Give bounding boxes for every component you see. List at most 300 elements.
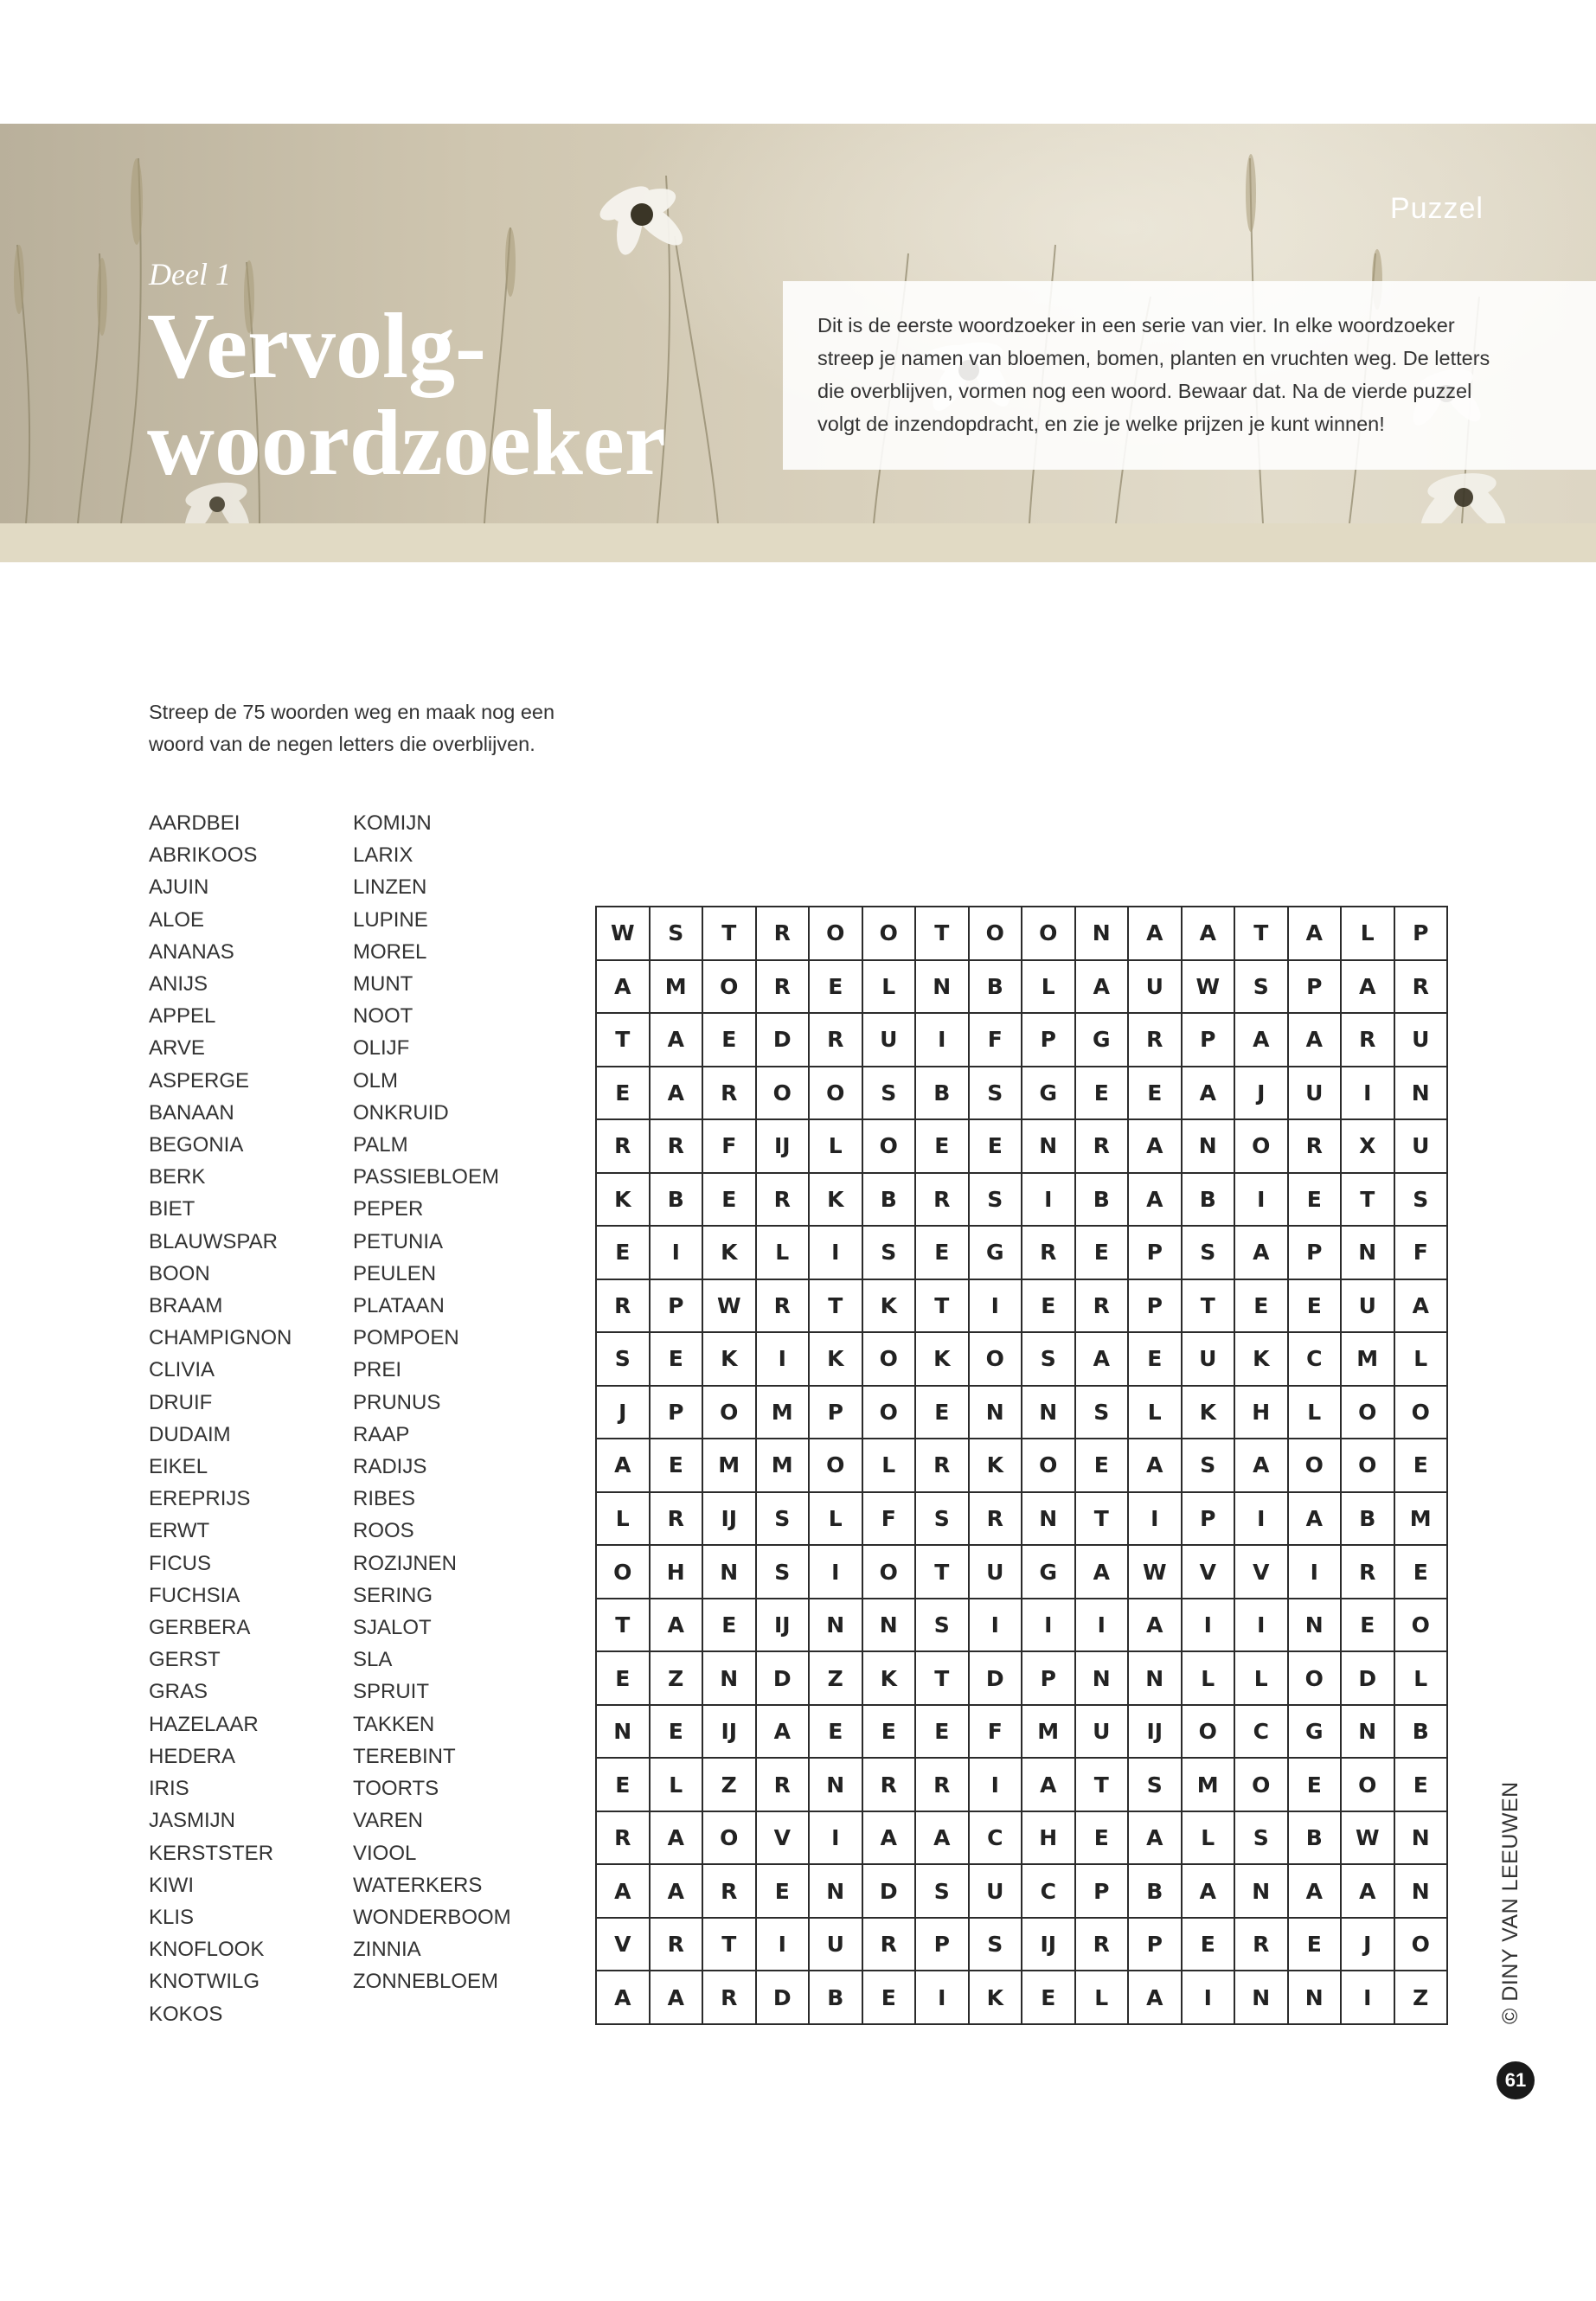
grid-cell[interactable]: L <box>1395 1652 1449 1706</box>
grid-cell[interactable]: E <box>703 1174 757 1227</box>
grid-cell[interactable]: N <box>597 1706 651 1759</box>
grid-cell[interactable]: R <box>651 1919 704 1972</box>
grid-cell[interactable]: L <box>810 1120 863 1174</box>
grid-cell[interactable]: L <box>1235 1652 1289 1706</box>
grid-cell[interactable]: A <box>651 1014 704 1067</box>
grid-cell[interactable]: B <box>1395 1706 1449 1759</box>
grid-cell[interactable]: IJ <box>1022 1919 1076 1972</box>
grid-cell[interactable]: O <box>1183 1706 1236 1759</box>
grid-cell[interactable]: O <box>863 1120 917 1174</box>
grid-cell[interactable]: A <box>597 961 651 1015</box>
grid-cell[interactable]: E <box>863 1706 917 1759</box>
grid-cell[interactable]: N <box>1395 1812 1449 1866</box>
grid-cell[interactable]: C <box>970 1812 1023 1866</box>
grid-cell[interactable]: D <box>757 1652 811 1706</box>
grid-cell[interactable]: IJ <box>757 1599 811 1653</box>
grid-cell[interactable]: A <box>651 1865 704 1919</box>
grid-cell[interactable]: I <box>970 1280 1023 1334</box>
grid-cell[interactable]: A <box>1235 1014 1289 1067</box>
grid-cell[interactable]: E <box>1235 1280 1289 1334</box>
grid-cell[interactable]: B <box>1076 1174 1130 1227</box>
grid-cell[interactable]: L <box>863 961 917 1015</box>
grid-cell[interactable]: K <box>863 1652 917 1706</box>
grid-cell[interactable]: N <box>703 1546 757 1599</box>
grid-cell[interactable]: U <box>1395 1120 1449 1174</box>
grid-cell[interactable]: S <box>1183 1439 1236 1493</box>
grid-cell[interactable]: U <box>1342 1280 1395 1334</box>
grid-cell[interactable]: J <box>1342 1919 1395 1972</box>
grid-cell[interactable]: M <box>757 1439 811 1493</box>
grid-cell[interactable]: N <box>1022 1387 1076 1440</box>
grid-cell[interactable]: P <box>1289 1227 1343 1280</box>
grid-cell[interactable]: U <box>970 1865 1023 1919</box>
grid-cell[interactable]: E <box>1022 1971 1076 2025</box>
grid-cell[interactable]: G <box>1076 1014 1130 1067</box>
grid-cell[interactable]: W <box>1183 961 1236 1015</box>
grid-cell[interactable]: E <box>1129 1067 1183 1121</box>
grid-cell[interactable]: T <box>1076 1759 1130 1812</box>
grid-cell[interactable]: I <box>1235 1493 1289 1547</box>
grid-cell[interactable]: M <box>1395 1493 1449 1547</box>
grid-cell[interactable]: P <box>1129 1919 1183 1972</box>
grid-cell[interactable]: I <box>651 1227 704 1280</box>
grid-cell[interactable]: I <box>1289 1546 1343 1599</box>
grid-cell[interactable]: E <box>597 1759 651 1812</box>
grid-cell[interactable]: A <box>651 1971 704 2025</box>
grid-cell[interactable]: W <box>1342 1812 1395 1866</box>
grid-cell[interactable]: L <box>863 1439 917 1493</box>
grid-cell[interactable]: W <box>597 907 651 961</box>
grid-cell[interactable]: N <box>1183 1120 1236 1174</box>
grid-cell[interactable]: R <box>757 1174 811 1227</box>
grid-cell[interactable]: N <box>1022 1120 1076 1174</box>
grid-cell[interactable]: F <box>1395 1227 1449 1280</box>
grid-cell[interactable]: N <box>916 961 970 1015</box>
grid-cell[interactable]: A <box>1022 1759 1076 1812</box>
grid-cell[interactable]: IJ <box>703 1706 757 1759</box>
grid-cell[interactable]: I <box>810 1812 863 1866</box>
grid-cell[interactable]: L <box>1129 1387 1183 1440</box>
grid-cell[interactable]: O <box>1235 1759 1289 1812</box>
grid-cell[interactable]: E <box>597 1227 651 1280</box>
grid-cell[interactable]: A <box>597 1865 651 1919</box>
grid-cell[interactable]: M <box>1183 1759 1236 1812</box>
grid-cell[interactable]: R <box>703 1971 757 2025</box>
grid-cell[interactable]: E <box>1183 1919 1236 1972</box>
grid-cell[interactable]: D <box>970 1652 1023 1706</box>
grid-cell[interactable]: S <box>916 1599 970 1653</box>
grid-cell[interactable]: P <box>651 1280 704 1334</box>
grid-cell[interactable]: N <box>1129 1652 1183 1706</box>
grid-cell[interactable]: E <box>1289 1759 1343 1812</box>
grid-cell[interactable]: I <box>1183 1971 1236 2025</box>
grid-cell[interactable]: S <box>757 1546 811 1599</box>
grid-cell[interactable]: D <box>863 1865 917 1919</box>
grid-cell[interactable]: S <box>651 907 704 961</box>
grid-cell[interactable]: IJ <box>757 1120 811 1174</box>
grid-cell[interactable]: R <box>757 907 811 961</box>
grid-cell[interactable]: A <box>651 1599 704 1653</box>
grid-cell[interactable]: V <box>597 1919 651 1972</box>
grid-cell[interactable]: D <box>1342 1652 1395 1706</box>
grid-cell[interactable]: F <box>970 1014 1023 1067</box>
grid-cell[interactable]: E <box>1076 1067 1130 1121</box>
grid-cell[interactable]: Z <box>1395 1971 1449 2025</box>
grid-cell[interactable]: R <box>1076 1280 1130 1334</box>
grid-cell[interactable]: T <box>1183 1280 1236 1334</box>
grid-cell[interactable]: S <box>863 1227 917 1280</box>
grid-cell[interactable]: T <box>1235 907 1289 961</box>
grid-cell[interactable]: T <box>916 1280 970 1334</box>
grid-cell[interactable]: P <box>651 1387 704 1440</box>
grid-cell[interactable]: F <box>970 1706 1023 1759</box>
grid-cell[interactable]: D <box>757 1971 811 2025</box>
grid-cell[interactable]: O <box>1022 1439 1076 1493</box>
grid-cell[interactable]: S <box>916 1865 970 1919</box>
grid-cell[interactable]: G <box>1289 1706 1343 1759</box>
grid-cell[interactable]: E <box>1022 1280 1076 1334</box>
grid-cell[interactable]: B <box>1342 1493 1395 1547</box>
grid-cell[interactable]: K <box>597 1174 651 1227</box>
grid-cell[interactable]: M <box>651 961 704 1015</box>
grid-cell[interactable]: O <box>863 1333 917 1387</box>
grid-cell[interactable]: H <box>1022 1812 1076 1866</box>
grid-cell[interactable]: T <box>916 1652 970 1706</box>
grid-cell[interactable]: B <box>1183 1174 1236 1227</box>
grid-cell[interactable]: P <box>810 1387 863 1440</box>
grid-cell[interactable]: I <box>810 1546 863 1599</box>
grid-cell[interactable]: B <box>863 1174 917 1227</box>
grid-cell[interactable]: P <box>916 1919 970 1972</box>
grid-cell[interactable]: N <box>1076 1652 1130 1706</box>
grid-cell[interactable]: A <box>651 1812 704 1866</box>
grid-cell[interactable]: F <box>703 1120 757 1174</box>
grid-cell[interactable]: E <box>1076 1439 1130 1493</box>
grid-cell[interactable]: N <box>1395 1865 1449 1919</box>
grid-cell[interactable]: S <box>970 1919 1023 1972</box>
grid-cell[interactable]: I <box>757 1919 811 1972</box>
grid-cell[interactable]: U <box>1129 961 1183 1015</box>
grid-cell[interactable]: T <box>703 907 757 961</box>
grid-cell[interactable]: O <box>1395 1599 1449 1653</box>
grid-cell[interactable]: A <box>1342 961 1395 1015</box>
grid-cell[interactable]: E <box>651 1706 704 1759</box>
grid-cell[interactable]: Z <box>810 1652 863 1706</box>
grid-cell[interactable]: E <box>1289 1919 1343 1972</box>
grid-cell[interactable]: S <box>1076 1387 1130 1440</box>
grid-cell[interactable]: R <box>1289 1120 1343 1174</box>
grid-cell[interactable]: R <box>863 1759 917 1812</box>
grid-cell[interactable]: H <box>651 1546 704 1599</box>
grid-cell[interactable]: K <box>970 1439 1023 1493</box>
grid-cell[interactable]: N <box>810 1865 863 1919</box>
grid-cell[interactable]: O <box>1235 1120 1289 1174</box>
grid-cell[interactable]: N <box>863 1599 917 1653</box>
grid-cell[interactable]: U <box>1395 1014 1449 1067</box>
grid-cell[interactable]: E <box>970 1120 1023 1174</box>
grid-cell[interactable]: R <box>651 1493 704 1547</box>
grid-cell[interactable]: W <box>703 1280 757 1334</box>
grid-cell[interactable]: E <box>863 1971 917 2025</box>
grid-cell[interactable]: I <box>1183 1599 1236 1653</box>
grid-cell[interactable]: A <box>1076 961 1130 1015</box>
grid-cell[interactable]: T <box>916 1546 970 1599</box>
grid-cell[interactable]: A <box>597 1971 651 2025</box>
grid-cell[interactable]: N <box>1342 1706 1395 1759</box>
grid-cell[interactable]: E <box>916 1227 970 1280</box>
grid-cell[interactable]: P <box>1289 961 1343 1015</box>
grid-cell[interactable]: O <box>1395 1387 1449 1440</box>
grid-cell[interactable]: N <box>1235 1865 1289 1919</box>
grid-cell[interactable]: O <box>703 1812 757 1866</box>
grid-cell[interactable]: I <box>916 1971 970 2025</box>
grid-cell[interactable]: P <box>1183 1493 1236 1547</box>
grid-cell[interactable]: A <box>1235 1227 1289 1280</box>
grid-cell[interactable]: E <box>1342 1599 1395 1653</box>
grid-cell[interactable]: E <box>597 1652 651 1706</box>
grid-cell[interactable]: C <box>1289 1333 1343 1387</box>
grid-cell[interactable]: B <box>1289 1812 1343 1866</box>
grid-cell[interactable]: A <box>1076 1546 1130 1599</box>
grid-cell[interactable]: A <box>1183 1067 1236 1121</box>
grid-cell[interactable]: N <box>1076 907 1130 961</box>
grid-cell[interactable]: E <box>916 1387 970 1440</box>
grid-cell[interactable]: E <box>757 1865 811 1919</box>
grid-cell[interactable]: A <box>1183 1865 1236 1919</box>
grid-cell[interactable]: S <box>970 1067 1023 1121</box>
grid-cell[interactable]: S <box>757 1493 811 1547</box>
grid-cell[interactable]: B <box>651 1174 704 1227</box>
grid-cell[interactable]: O <box>863 907 917 961</box>
grid-cell[interactable]: S <box>1022 1333 1076 1387</box>
grid-cell[interactable]: R <box>597 1280 651 1334</box>
grid-cell[interactable]: O <box>810 1439 863 1493</box>
grid-cell[interactable]: R <box>1395 961 1449 1015</box>
grid-cell[interactable]: R <box>651 1120 704 1174</box>
grid-cell[interactable]: O <box>1342 1387 1395 1440</box>
grid-cell[interactable]: A <box>1342 1865 1395 1919</box>
grid-cell[interactable]: R <box>970 1493 1023 1547</box>
grid-cell[interactable]: B <box>970 961 1023 1015</box>
grid-cell[interactable]: N <box>1022 1493 1076 1547</box>
grid-cell[interactable]: V <box>1183 1546 1236 1599</box>
grid-cell[interactable]: L <box>1183 1812 1236 1866</box>
grid-cell[interactable]: S <box>916 1493 970 1547</box>
grid-cell[interactable]: E <box>1076 1812 1130 1866</box>
grid-cell[interactable]: R <box>1342 1546 1395 1599</box>
grid-cell[interactable]: U <box>810 1919 863 1972</box>
grid-cell[interactable]: E <box>1289 1174 1343 1227</box>
grid-cell[interactable]: L <box>810 1493 863 1547</box>
grid-cell[interactable]: P <box>1022 1652 1076 1706</box>
grid-cell[interactable]: I <box>1235 1599 1289 1653</box>
grid-cell[interactable]: E <box>597 1067 651 1121</box>
grid-cell[interactable]: O <box>1022 907 1076 961</box>
grid-cell[interactable]: G <box>1022 1067 1076 1121</box>
grid-cell[interactable]: S <box>1235 1812 1289 1866</box>
grid-cell[interactable]: R <box>757 1759 811 1812</box>
grid-cell[interactable]: P <box>1076 1865 1130 1919</box>
grid-cell[interactable]: E <box>1395 1759 1449 1812</box>
grid-cell[interactable]: H <box>1235 1387 1289 1440</box>
grid-cell[interactable]: R <box>1342 1014 1395 1067</box>
grid-cell[interactable]: E <box>916 1706 970 1759</box>
grid-cell[interactable]: L <box>1076 1971 1130 2025</box>
grid-cell[interactable]: O <box>597 1546 651 1599</box>
grid-cell[interactable]: K <box>810 1333 863 1387</box>
grid-cell[interactable]: R <box>916 1759 970 1812</box>
grid-cell[interactable]: K <box>1183 1387 1236 1440</box>
grid-cell[interactable]: IJ <box>703 1493 757 1547</box>
grid-cell[interactable]: E <box>916 1120 970 1174</box>
grid-cell[interactable]: N <box>970 1387 1023 1440</box>
grid-cell[interactable]: T <box>597 1014 651 1067</box>
grid-cell[interactable]: U <box>1289 1067 1343 1121</box>
grid-cell[interactable]: W <box>1129 1546 1183 1599</box>
grid-cell[interactable]: U <box>863 1014 917 1067</box>
grid-cell[interactable]: E <box>703 1014 757 1067</box>
grid-cell[interactable]: E <box>810 1706 863 1759</box>
grid-cell[interactable]: T <box>916 907 970 961</box>
grid-cell[interactable]: L <box>597 1493 651 1547</box>
grid-cell[interactable]: R <box>1129 1014 1183 1067</box>
grid-cell[interactable]: R <box>916 1174 970 1227</box>
grid-cell[interactable]: J <box>597 1387 651 1440</box>
grid-cell[interactable]: X <box>1342 1120 1395 1174</box>
grid-cell[interactable]: G <box>1022 1546 1076 1599</box>
grid-cell[interactable]: F <box>863 1493 917 1547</box>
grid-cell[interactable]: O <box>1395 1919 1449 1972</box>
grid-cell[interactable]: N <box>1395 1067 1449 1121</box>
grid-cell[interactable]: N <box>810 1759 863 1812</box>
grid-cell[interactable]: A <box>1129 1599 1183 1653</box>
grid-cell[interactable]: R <box>1235 1919 1289 1972</box>
grid-cell[interactable]: P <box>1183 1014 1236 1067</box>
grid-cell[interactable]: A <box>863 1812 917 1866</box>
grid-cell[interactable]: R <box>757 961 811 1015</box>
grid-cell[interactable]: A <box>1129 1120 1183 1174</box>
grid-cell[interactable]: I <box>1022 1174 1076 1227</box>
grid-cell[interactable]: O <box>1342 1759 1395 1812</box>
grid-cell[interactable]: O <box>863 1387 917 1440</box>
grid-cell[interactable]: B <box>810 1971 863 2025</box>
grid-cell[interactable]: T <box>1342 1174 1395 1227</box>
grid-cell[interactable]: E <box>1395 1439 1449 1493</box>
grid-cell[interactable]: K <box>703 1333 757 1387</box>
grid-cell[interactable]: J <box>1235 1067 1289 1121</box>
grid-cell[interactable]: O <box>703 961 757 1015</box>
grid-cell[interactable]: A <box>1395 1280 1449 1334</box>
grid-cell[interactable]: O <box>1289 1652 1343 1706</box>
grid-cell[interactable]: I <box>757 1333 811 1387</box>
grid-cell[interactable]: O <box>1342 1439 1395 1493</box>
grid-cell[interactable]: A <box>1289 1493 1343 1547</box>
grid-cell[interactable]: O <box>703 1387 757 1440</box>
grid-cell[interactable]: N <box>1342 1227 1395 1280</box>
grid-cell[interactable]: R <box>597 1812 651 1866</box>
grid-cell[interactable]: O <box>970 1333 1023 1387</box>
grid-cell[interactable]: M <box>1022 1706 1076 1759</box>
grid-cell[interactable]: L <box>1289 1387 1343 1440</box>
grid-cell[interactable]: O <box>810 907 863 961</box>
grid-cell[interactable]: I <box>1022 1599 1076 1653</box>
grid-cell[interactable]: A <box>1129 1812 1183 1866</box>
grid-cell[interactable]: C <box>1022 1865 1076 1919</box>
grid-cell[interactable]: O <box>970 907 1023 961</box>
grid-cell[interactable]: L <box>1022 961 1076 1015</box>
grid-cell[interactable]: T <box>1076 1493 1130 1547</box>
grid-cell[interactable]: O <box>1289 1439 1343 1493</box>
grid-cell[interactable]: I <box>970 1599 1023 1653</box>
grid-cell[interactable]: O <box>757 1067 811 1121</box>
grid-cell[interactable]: A <box>1289 907 1343 961</box>
grid-cell[interactable]: U <box>1076 1706 1130 1759</box>
grid-cell[interactable]: S <box>1183 1227 1236 1280</box>
grid-cell[interactable]: I <box>1342 1067 1395 1121</box>
grid-cell[interactable]: A <box>757 1706 811 1759</box>
grid-cell[interactable]: N <box>703 1652 757 1706</box>
grid-cell[interactable]: M <box>703 1439 757 1493</box>
grid-cell[interactable]: A <box>1129 1439 1183 1493</box>
grid-cell[interactable]: A <box>1076 1333 1130 1387</box>
grid-cell[interactable]: G <box>970 1227 1023 1280</box>
grid-cell[interactable]: E <box>1129 1333 1183 1387</box>
grid-cell[interactable]: P <box>1395 907 1449 961</box>
grid-cell[interactable]: A <box>651 1067 704 1121</box>
grid-cell[interactable]: E <box>703 1599 757 1653</box>
grid-cell[interactable]: R <box>1076 1919 1130 1972</box>
grid-cell[interactable]: T <box>597 1599 651 1653</box>
grid-cell[interactable]: B <box>1129 1865 1183 1919</box>
grid-cell[interactable]: B <box>916 1067 970 1121</box>
grid-cell[interactable]: A <box>597 1439 651 1493</box>
grid-cell[interactable]: N <box>1289 1971 1343 2025</box>
grid-cell[interactable]: K <box>970 1971 1023 2025</box>
grid-cell[interactable]: N <box>1289 1599 1343 1653</box>
grid-cell[interactable]: P <box>1022 1014 1076 1067</box>
grid-cell[interactable]: M <box>757 1387 811 1440</box>
grid-cell[interactable]: D <box>757 1014 811 1067</box>
grid-cell[interactable]: R <box>1076 1120 1130 1174</box>
grid-cell[interactable]: E <box>1076 1227 1130 1280</box>
grid-cell[interactable]: U <box>1183 1333 1236 1387</box>
grid-cell[interactable]: I <box>810 1227 863 1280</box>
grid-cell[interactable]: K <box>1235 1333 1289 1387</box>
grid-cell[interactable]: E <box>651 1333 704 1387</box>
grid-cell[interactable]: R <box>703 1865 757 1919</box>
grid-cell[interactable]: A <box>916 1812 970 1866</box>
grid-cell[interactable]: R <box>863 1919 917 1972</box>
grid-cell[interactable]: L <box>1183 1652 1236 1706</box>
grid-cell[interactable]: Z <box>703 1759 757 1812</box>
grid-cell[interactable]: C <box>1235 1706 1289 1759</box>
grid-cell[interactable]: L <box>1342 907 1395 961</box>
grid-cell[interactable]: T <box>703 1919 757 1972</box>
grid-cell[interactable]: S <box>1395 1174 1449 1227</box>
grid-cell[interactable]: V <box>757 1812 811 1866</box>
grid-cell[interactable]: L <box>757 1227 811 1280</box>
grid-cell[interactable]: L <box>1395 1333 1449 1387</box>
grid-cell[interactable]: S <box>1129 1759 1183 1812</box>
grid-cell[interactable]: R <box>810 1014 863 1067</box>
grid-cell[interactable]: V <box>1235 1546 1289 1599</box>
grid-cell[interactable]: A <box>1235 1439 1289 1493</box>
grid-cell[interactable]: S <box>970 1174 1023 1227</box>
grid-cell[interactable]: E <box>810 961 863 1015</box>
grid-cell[interactable]: P <box>1129 1280 1183 1334</box>
grid-cell[interactable]: R <box>916 1439 970 1493</box>
grid-cell[interactable]: E <box>1395 1546 1449 1599</box>
